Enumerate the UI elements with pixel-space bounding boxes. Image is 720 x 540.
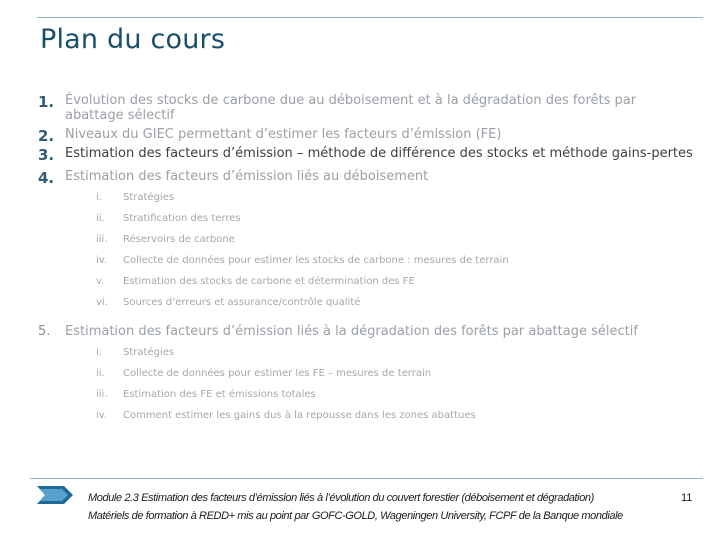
top-divider (37, 17, 703, 18)
footer-module-line: Module 2.3 Estimation des facteurs d’émission liés à l’évolution du couvert forestier (déboisement et dégradation) (88, 492, 594, 504)
sub-numeral: ii. (96, 368, 105, 379)
outline-item-3-current (38, 146, 698, 164)
outline-item-1 (38, 93, 698, 123)
sub-text: Stratégies (123, 192, 175, 203)
sub-numeral: v. (96, 276, 105, 287)
outline-item-4 (38, 169, 698, 187)
sub-item (96, 276, 698, 297)
sub-item (96, 410, 698, 431)
sub-text: Sources d’erreurs et assurance/contrôle qualité (123, 297, 361, 308)
sub-item (96, 297, 698, 318)
outline-text: Évolution des stocks de carbone due au déboisement et à la dégradation des forêts par abattage sélectif (65, 93, 637, 123)
sub-item (96, 255, 698, 276)
sub-numeral: vi. (96, 297, 108, 308)
sub-numeral: iii. (96, 389, 108, 400)
sub-text: Estimation des stocks de carbone et détermination des FE (123, 276, 415, 287)
sub-text: Comment estimer les gains dus à la repousse dans les zones abattues (123, 410, 476, 421)
course-outline (38, 93, 698, 437)
slide-title: Plan du cours (40, 24, 226, 55)
outline-number: 1. (38, 93, 55, 111)
sub-item (96, 192, 698, 213)
footer-credits-line: Matériels de formation à REDD+ mis au point par GOFC-GOLD, Wageningen University, FCPF de la Banque mondiale (88, 510, 623, 522)
sub-text: Stratification des terres (123, 213, 241, 224)
sub-numeral: iii. (96, 234, 108, 245)
sub-item (96, 213, 698, 234)
outline-text: Estimation des facteurs d’émission – méthode de différence des stocks et méthode gains-pertes (65, 146, 693, 161)
sub-numeral: ii. (96, 213, 105, 224)
sub-item (96, 347, 698, 368)
outline-text: Niveaux du GIEC permettant d’estimer les facteurs d’émission (FE) (65, 127, 502, 142)
outline-item-5 (38, 324, 698, 339)
sub-text: Réservoirs de carbone (123, 234, 235, 245)
outline-number: 3. (38, 146, 55, 164)
sub-numeral: i. (96, 347, 102, 358)
page-number: 11 (681, 492, 693, 504)
sub-text: Estimation des FE et émissions totales (123, 389, 316, 400)
sub-numeral: iv. (96, 255, 108, 266)
sub-text: Collecte de données pour estimer les stocks de carbone : mesures de terrain (123, 255, 509, 266)
outline-text: Estimation des facteurs d’émission liés au déboisement (65, 169, 429, 184)
chevron-right-icon (36, 484, 74, 506)
outline-item-2 (38, 127, 698, 145)
sublist-item-4 (96, 192, 698, 318)
sub-numeral: iv. (96, 410, 108, 421)
outline-text: Estimation des facteurs d’émission liés à la dégradation des forêts par abattage sélectif (65, 324, 638, 339)
sub-item (96, 389, 698, 410)
outline-number: 5. (38, 324, 51, 339)
sub-text: Stratégies (123, 347, 175, 358)
sub-text: Collecte de données pour estimer les FE – mesures de terrain (123, 368, 432, 379)
outline-number: 4. (38, 169, 55, 187)
sublist-item-5 (96, 347, 698, 431)
outline-number: 2. (38, 127, 55, 145)
sub-numeral: i. (96, 192, 102, 203)
footer-credits (88, 489, 698, 525)
bottom-divider (30, 478, 703, 479)
sub-item (96, 368, 698, 389)
sub-item (96, 234, 698, 255)
